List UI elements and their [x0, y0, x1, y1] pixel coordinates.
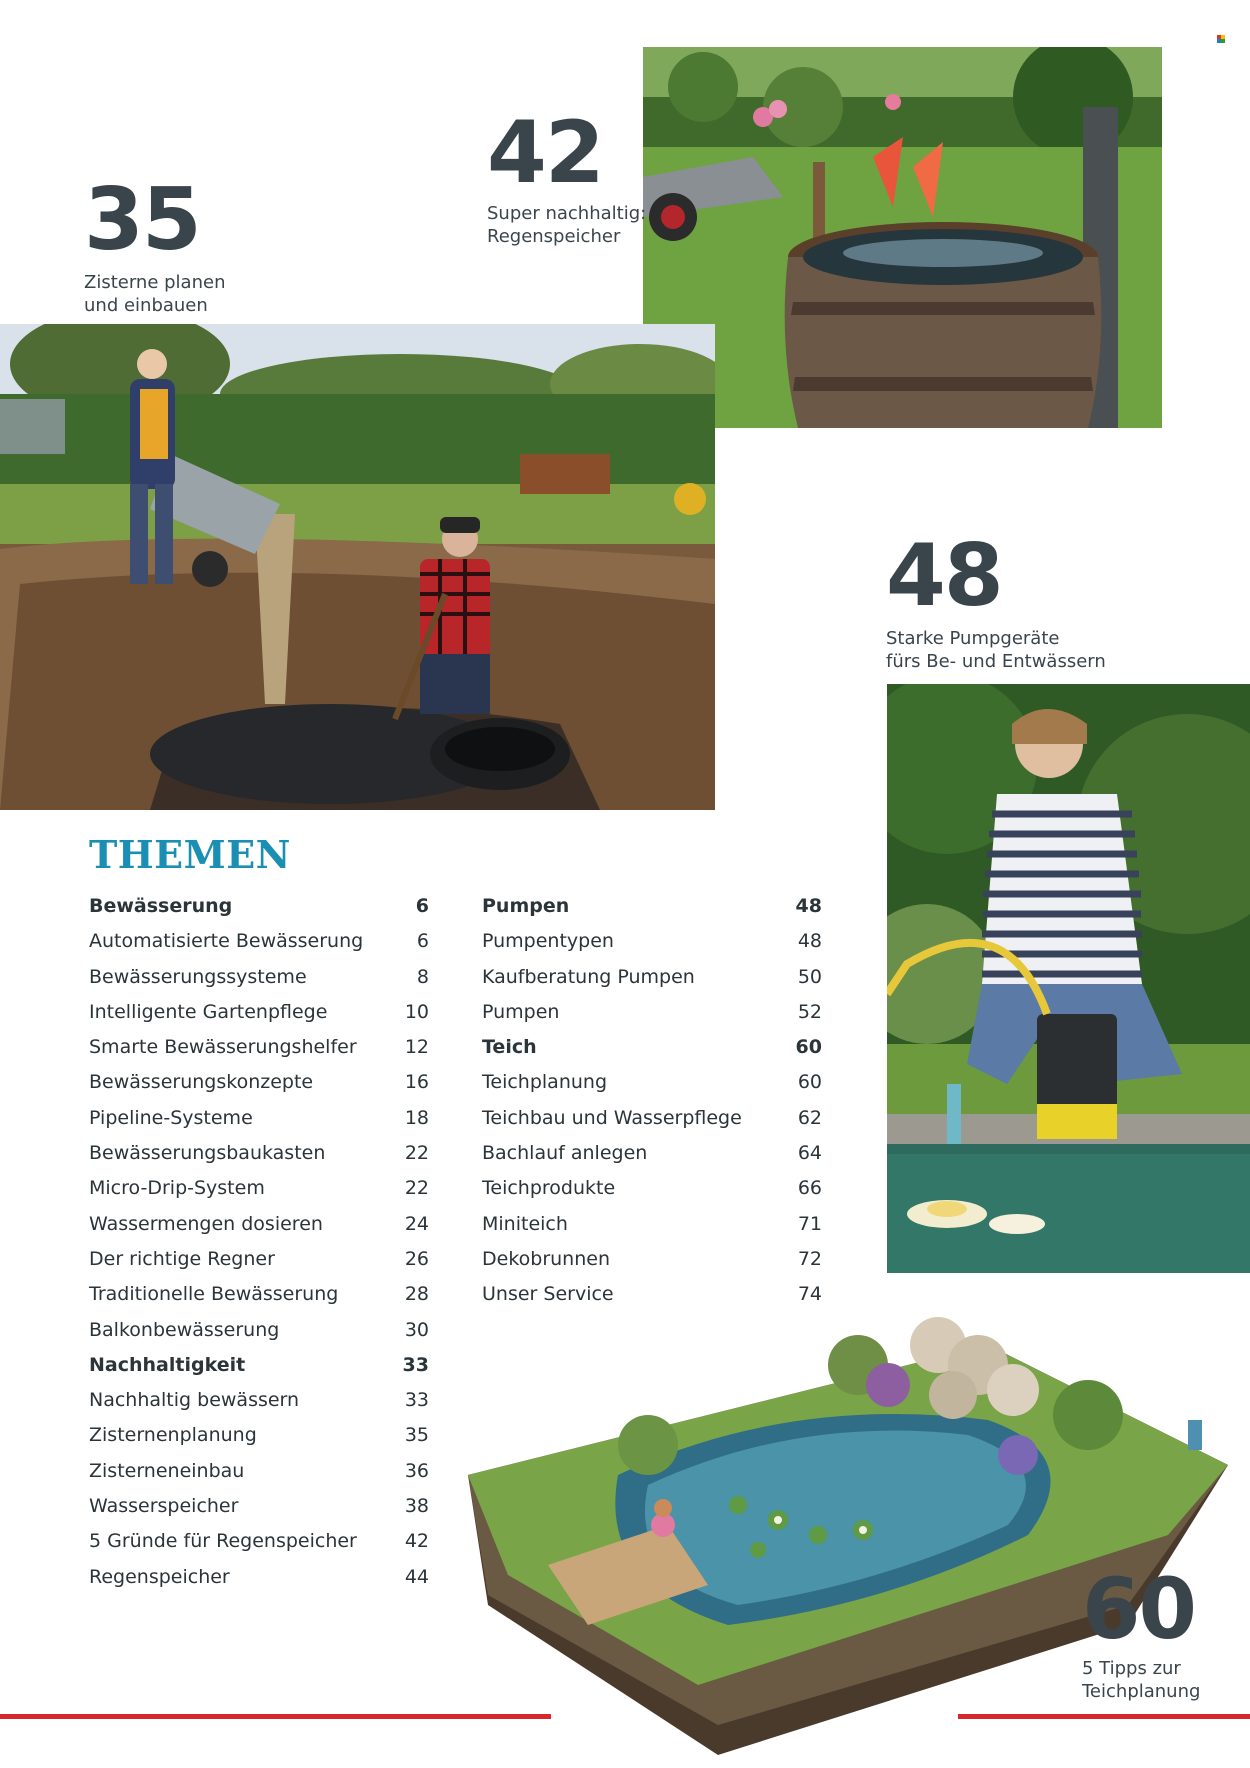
toc-entry-label: Nachhaltigkeit: [89, 1353, 246, 1376]
toc-entry-label: Smarte Bewässerungshelfer: [89, 1036, 357, 1059]
toc-right-column: [482, 895, 822, 1319]
toc-page-number: 60: [797, 1071, 822, 1094]
toc-entry[interactable]: [89, 1177, 429, 1212]
toc-entry-label: Kaufberatung Pumpen: [482, 965, 695, 988]
toc-page-number: 33: [402, 1353, 429, 1376]
toc-page-number: 35: [404, 1424, 429, 1447]
toc-entry[interactable]: [89, 1319, 429, 1354]
toc-page-number: 74: [797, 1283, 822, 1306]
toc-entry[interactable]: [89, 1213, 429, 1248]
cistern-installation-photo: [0, 324, 715, 810]
toc-entry-label: Teichplanung: [482, 1071, 608, 1094]
toc-entry[interactable]: [89, 1389, 429, 1424]
toc-page-number: 72: [797, 1247, 822, 1270]
toc-section-heading[interactable]: [89, 895, 429, 930]
toc-page-number: 66: [797, 1177, 822, 1200]
feature-42: [487, 103, 647, 248]
bottom-rule-left: [0, 1714, 551, 1719]
toc-entry-label: Micro-Drip-System: [89, 1177, 265, 1200]
toc-entry[interactable]: [89, 1566, 429, 1601]
feature-number: 42: [487, 103, 603, 203]
toc-entry-label: Pumpen: [482, 1000, 560, 1023]
feature-caption: Zisterne planen und einbauen: [84, 272, 226, 316]
toc-entry-label: Zisterneneinbau: [89, 1459, 245, 1482]
toc-entry[interactable]: [89, 1142, 429, 1177]
toc-entry-label: Bewässerungsbaukasten: [89, 1142, 326, 1165]
toc-entry[interactable]: [482, 1071, 822, 1106]
toc-page-number: 6: [416, 930, 429, 953]
toc-page-number: 44: [404, 1565, 429, 1588]
toc-entry-label: Balkonbewässerung: [89, 1318, 280, 1341]
toc-page-number: 64: [797, 1142, 822, 1165]
toc-entry-label: Wasserspeicher: [89, 1495, 239, 1518]
toc-entry-label: Teich: [482, 1036, 537, 1059]
toc-page-number: 36: [404, 1459, 429, 1482]
toc-page-number: 12: [404, 1036, 429, 1059]
toc-entry-label: Automatisierte Bewässerung: [89, 930, 364, 953]
toc-page-number: 71: [797, 1212, 822, 1235]
toc-page-number: 28: [404, 1283, 429, 1306]
toc-entry[interactable]: [482, 1001, 822, 1036]
toc-entry-label: Nachhaltig bewässern: [89, 1389, 300, 1412]
feature-number: 60: [1082, 1560, 1195, 1658]
feature-35: [84, 170, 226, 317]
section-title: THEMEN: [89, 832, 291, 877]
toc-page-number: 6: [415, 895, 429, 917]
toc-entry[interactable]: [89, 1530, 429, 1565]
toc-page-number: 48: [795, 895, 822, 917]
toc-entry-label: Der richtige Regner: [89, 1247, 275, 1270]
toc-entry[interactable]: [89, 1460, 429, 1495]
toc-entry-label: Wassermengen dosieren: [89, 1212, 323, 1235]
toc-entry-label: Bewässerungskonzepte: [89, 1071, 314, 1094]
rain-barrel-photo: [643, 47, 1162, 428]
toc-entry[interactable]: [482, 1283, 822, 1318]
toc-entry[interactable]: [89, 1248, 429, 1283]
toc-page-number: 26: [404, 1247, 429, 1270]
toc-section-heading[interactable]: [89, 1354, 429, 1389]
toc-section-heading[interactable]: [482, 1036, 822, 1071]
toc-entry-label: Bewässerung: [89, 895, 233, 917]
toc-entry-label: Teichprodukte: [482, 1177, 616, 1200]
toc-entry[interactable]: [482, 1107, 822, 1142]
toc-page-number: 10: [404, 1000, 429, 1023]
toc-page-number: 48: [797, 930, 822, 953]
toc-entry[interactable]: [482, 930, 822, 965]
toc-page-number: 24: [404, 1212, 429, 1235]
toc-section-heading[interactable]: [482, 895, 822, 930]
toc-entry-label: Pumpen: [482, 895, 570, 917]
toc-entry-label: Regenspeicher: [89, 1565, 230, 1588]
toc-entry[interactable]: [482, 1213, 822, 1248]
toc-page-number: 50: [797, 965, 822, 988]
toc-entry-label: Pumpentypen: [482, 930, 614, 953]
toc-entry-label: 5 Gründe für Regenspeicher: [89, 1530, 357, 1553]
feature-caption: 5 Tipps zur Teichplanung: [1082, 1658, 1201, 1702]
toc-entry[interactable]: [482, 1248, 822, 1283]
toc-entry[interactable]: [482, 1177, 822, 1212]
toc-left-column: [89, 895, 429, 1601]
color-registration-icon: [1217, 35, 1225, 43]
toc-entry-label: Pipeline-Systeme: [89, 1106, 253, 1129]
toc-page-number: 8: [416, 965, 429, 988]
toc-entry[interactable]: [482, 966, 822, 1001]
bottom-rule-right: [958, 1714, 1250, 1719]
toc-entry[interactable]: [482, 1142, 822, 1177]
toc-entry-label: Dekobrunnen: [482, 1247, 610, 1270]
toc-page-number: 30: [404, 1318, 429, 1341]
toc-page-number: 52: [797, 1000, 822, 1023]
toc-entry[interactable]: [89, 1283, 429, 1318]
toc-page-number: 60: [795, 1036, 822, 1059]
feature-caption: Starke Pumpgeräte fürs Be- und Entwässern: [886, 628, 1106, 672]
toc-entry[interactable]: [89, 1036, 429, 1071]
toc-page-number: 38: [404, 1495, 429, 1518]
toc-entry[interactable]: [89, 1424, 429, 1459]
toc-entry[interactable]: [89, 966, 429, 1001]
toc-entry-label: Teichbau und Wasserpflege: [482, 1106, 742, 1129]
toc-page-number: 18: [404, 1106, 429, 1129]
toc-page-number: 33: [404, 1389, 429, 1412]
toc-page-number: 62: [797, 1106, 822, 1129]
toc-entry-label: Bewässerungssysteme: [89, 965, 307, 988]
toc-entry-label: Unser Service: [482, 1283, 614, 1306]
toc-entry-label: Miniteich: [482, 1212, 568, 1235]
toc-entry-label: Traditionelle Bewässerung: [89, 1283, 339, 1306]
toc-page-number: 22: [404, 1142, 429, 1165]
pump-woman-photo: [887, 684, 1250, 1273]
toc-entry[interactable]: [89, 1107, 429, 1142]
feature-number: 35: [84, 170, 200, 270]
toc-page-number: 16: [404, 1071, 429, 1094]
toc-entry-label: Zisternenplanung: [89, 1424, 257, 1447]
toc-entry[interactable]: [89, 1001, 429, 1036]
feature-number: 48: [886, 526, 1002, 626]
feature-60: [1082, 1560, 1201, 1703]
feature-caption: Super nachhaltig: Regenspeicher: [487, 203, 647, 247]
toc-entry[interactable]: [89, 930, 429, 965]
toc-entry-label: Bachlauf anlegen: [482, 1142, 648, 1165]
toc-entry[interactable]: [89, 1495, 429, 1530]
toc-entry[interactable]: [89, 1071, 429, 1106]
toc-page-number: 42: [404, 1530, 429, 1553]
feature-48: [886, 526, 1106, 673]
toc-entry-label: Intelligente Gartenpflege: [89, 1000, 328, 1023]
toc-page-number: 22: [404, 1177, 429, 1200]
